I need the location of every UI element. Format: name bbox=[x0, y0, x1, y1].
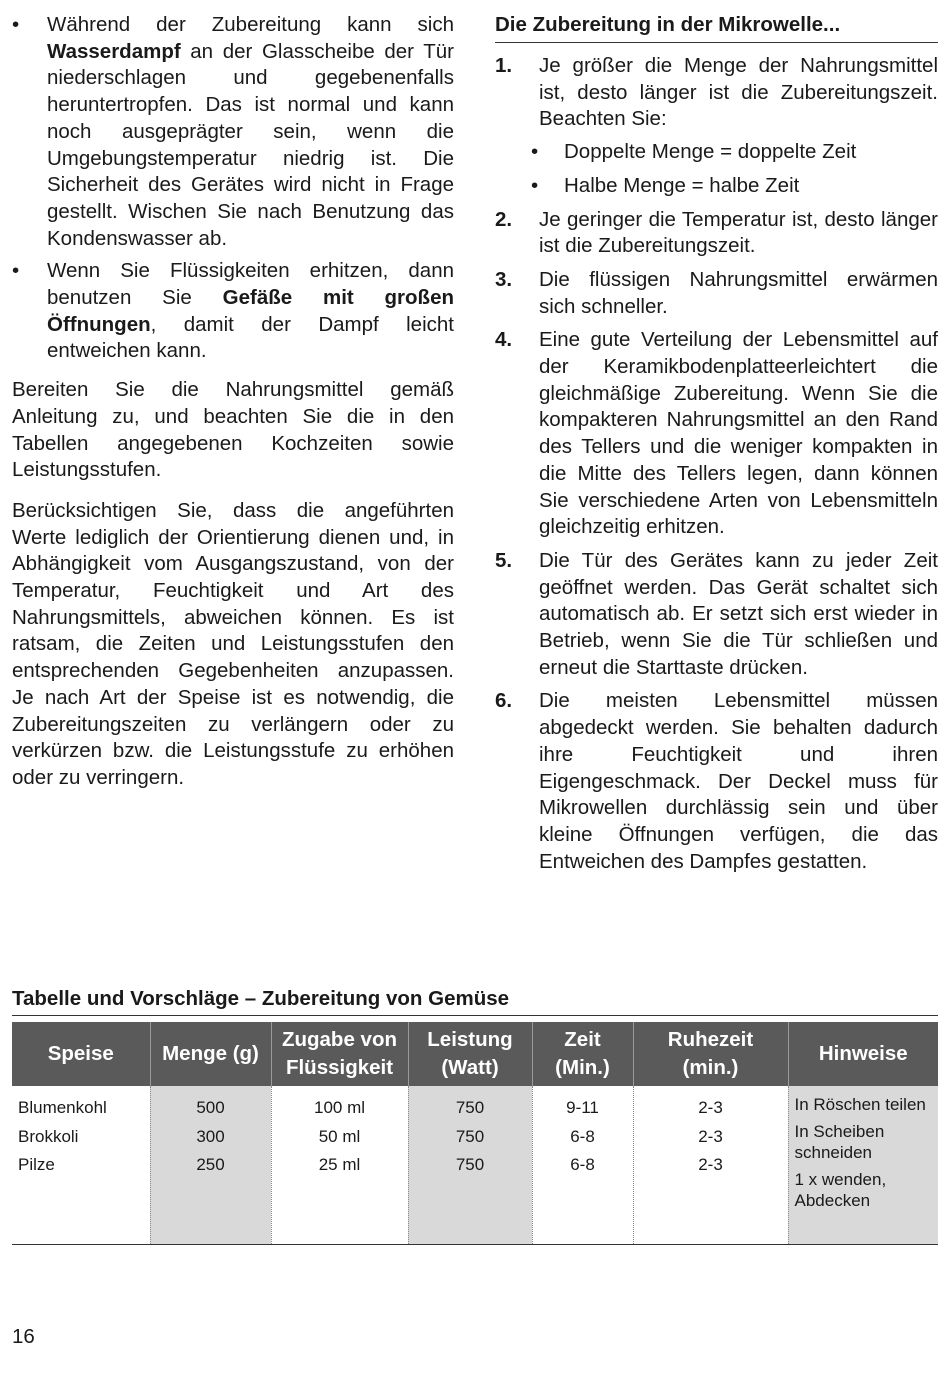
cell-ruhezeit: 2-3 2-3 2-3 bbox=[633, 1086, 788, 1245]
bullet-icon: • bbox=[12, 259, 20, 283]
paragraph: Berücksichtigen Sie, dass die angeführten Werte lediglich der Orientierung dienen und, in Abhängigkeit vom Ausgangszustand, von der Temperatur, Feuchtigkeit und Art des Nahrungsmittels, abweichen können. Es ist ratsam, die Zeiten und Leistungsstufen den entsprechenden Gegebenheiten anzupassen. Je nach Art der Speise ist es notwendig, die Zubereitungszeiten zu verlängern oder zu verkürzen bzw. die Leistungsstufe zu erhöhen oder zu verringern. bbox=[12, 498, 454, 789]
step-item bbox=[495, 688, 938, 875]
bullet-icon: • bbox=[531, 173, 539, 197]
vegetable-table bbox=[12, 1022, 938, 1245]
bullet-icon: • bbox=[12, 13, 20, 36]
step-text: Die Tür des Gerätes kann zu jeder Zeit geöffnet werden. Das Gerät schaltet sich automatisch ab. Er setzt sich erst wieder in Betrieb, wenn Sie die Tür schließen und erneut die Starttaste drücken. bbox=[539, 548, 938, 679]
step-number: 3. bbox=[495, 267, 513, 291]
cell-zugabe: 100 ml 50 ml 25 ml bbox=[271, 1086, 408, 1245]
step-item bbox=[495, 548, 938, 682]
sub-item: • Doppelte Menge = doppelte Zeit bbox=[539, 139, 938, 166]
step-text: Eine gute Verteilung der Lebensmittel auf der Keramikbodenplatteerleichtert die gleichmäßige Zubereitung. Wenn Sie die kompakteren Nahrungsmittel an den Rand des Tellers und die weniger kompakten in die Mitte des Tellers legen, dann können Sie verschiedene Arten von Lebensmitteln gleichzeitig erhitzen. bbox=[539, 328, 938, 539]
bullet-icon: • bbox=[531, 140, 539, 164]
step-text: Die meisten Lebensmittel müssen abgedeckt werden. Sie behalten dadurch ihre Feuchtigkeit und ihren Eigengeschmack. Der Deckel muss für Mikrowellen durchlässig sein und über kleine Öffnungen verfügen, die das Entweichen des Dampfes gestatten. bbox=[539, 689, 938, 873]
header-menge: Menge (g) bbox=[150, 1022, 271, 1086]
section-title: Die Zubereitung in der Mikrowelle... bbox=[495, 12, 938, 43]
left-column bbox=[12, 12, 454, 806]
right-column bbox=[495, 12, 938, 882]
cell-leistung: 750 750 750 bbox=[408, 1086, 532, 1245]
steps-list bbox=[495, 53, 938, 875]
bold-term: Gefäße mit großen Öffnungen bbox=[47, 286, 455, 336]
page-number: 16 bbox=[12, 1325, 35, 1348]
sub-item: • Halbe Menge = halbe Zeit bbox=[539, 173, 938, 200]
bold-term: Wasserdampf bbox=[47, 39, 181, 63]
header-zugabe: Zugabe von Flüssigkeit bbox=[271, 1022, 408, 1086]
step-item bbox=[495, 53, 938, 200]
header-speise: Speise bbox=[12, 1022, 150, 1086]
cell-hinweise: In Röschen teilen In Scheiben schneiden 1 x wenden, Abdecken bbox=[788, 1086, 938, 1245]
cell-zeit: 9-11 6-8 6-8 bbox=[532, 1086, 633, 1245]
step-number: 6. bbox=[495, 689, 513, 713]
step-number: 5. bbox=[495, 548, 513, 572]
header-leistung: Leistung (Watt) bbox=[408, 1022, 532, 1086]
paragraph: Bereiten Sie die Nahrungsmittel gemäß Anleitung zu, und beachten Sie die in den Tabellen angegebenen Kochzeiten sowie Leistungsstufen. bbox=[12, 378, 454, 482]
step-number: 4. bbox=[495, 328, 513, 352]
step-text: Je geringer die Temperatur ist, desto länger ist die Zubereitungszeit. bbox=[539, 207, 938, 258]
cell-speise: Blumenkohl Brokkoli Pilze bbox=[18, 1098, 107, 1174]
left-bullet-list bbox=[12, 12, 454, 365]
header-zeit: Zeit (Min.) bbox=[532, 1022, 633, 1086]
table-title: Tabelle und Vorschläge – Zubereitung von Gemüse bbox=[12, 985, 938, 1016]
step-text: Die flüssigen Nahrungsmittel erwärmen sich schneller. bbox=[539, 267, 938, 318]
cell-menge: 500 300 250 bbox=[150, 1086, 271, 1245]
bullet-item: • Wenn Sie Flüssigkeiten erhitzen, dann benutzen Sie Gefäße mit großen Öffnungen, damit der Dampf leicht entweichen kann. bbox=[12, 259, 455, 363]
step-item bbox=[495, 207, 938, 260]
header-ruhezeit: Ruhezeit (min.) bbox=[633, 1022, 788, 1086]
header-hinweise: Hinweise bbox=[788, 1022, 938, 1086]
step-item bbox=[495, 267, 938, 320]
step-number: 2. bbox=[495, 207, 513, 231]
step-item bbox=[495, 327, 938, 541]
sub-list bbox=[531, 139, 938, 199]
table-header-row bbox=[12, 1022, 938, 1086]
bullet-item: • Während der Zubereitung kann sich Wasserdampf an der Glasscheibe der Tür niederschlagen und gegebenenfalls heruntertropfen. Das ist normal und kann noch ausgeprägter sein, wenn die Umgebungstemperatur niedrig ist. Die Sicherheit des Gerätes wird nicht in Frage gestellt. Wischen Sie nach Benutzung das Kondenswasser ab. bbox=[12, 13, 454, 250]
step-number: 1. bbox=[495, 54, 513, 77]
table-row bbox=[12, 1086, 938, 1245]
step-text: Je größer die Menge der Nahrungsmittel ist, desto länger ist die Zubereitungszeit. Beachten Sie: bbox=[539, 54, 938, 131]
